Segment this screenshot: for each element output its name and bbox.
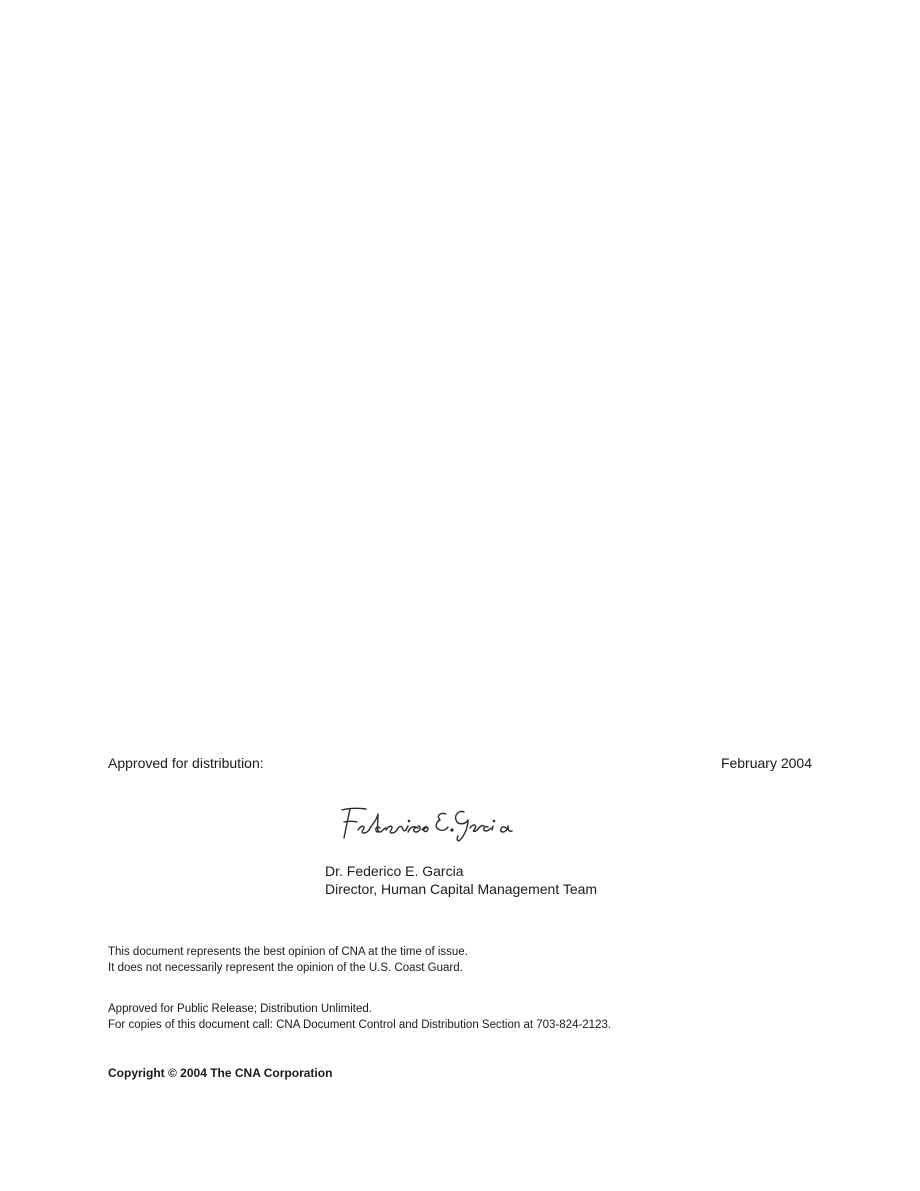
disclaimer-line-1: This document represents the best opinion of CNA at the time of issue. [108,946,468,958]
signer-block [325,862,597,898]
release-line-1: Approved for Public Release; Distribution Unlimited. [108,1003,372,1015]
signer-title: Director, Human Capital Management Team [325,881,598,897]
handwritten-signature [336,802,526,844]
release-line-2: For copies of this document call: CNA Document Control and Distribution Section at 703-824-2123. [108,1019,612,1031]
approval-date: February 2004 [720,755,812,771]
release-block [108,1001,611,1033]
disclaimer-block [108,944,468,976]
approval-label: Approved for distribution: [108,755,264,771]
signer-name: Dr. Federico E. Garcia [325,863,464,879]
disclaimer-line-2: It does not necessarily represent the opinion of the U.S. Coast Guard. [108,962,463,974]
approval-row [108,754,812,772]
copyright-notice: Copyright © 2004 The CNA Corporation [108,1066,333,1080]
